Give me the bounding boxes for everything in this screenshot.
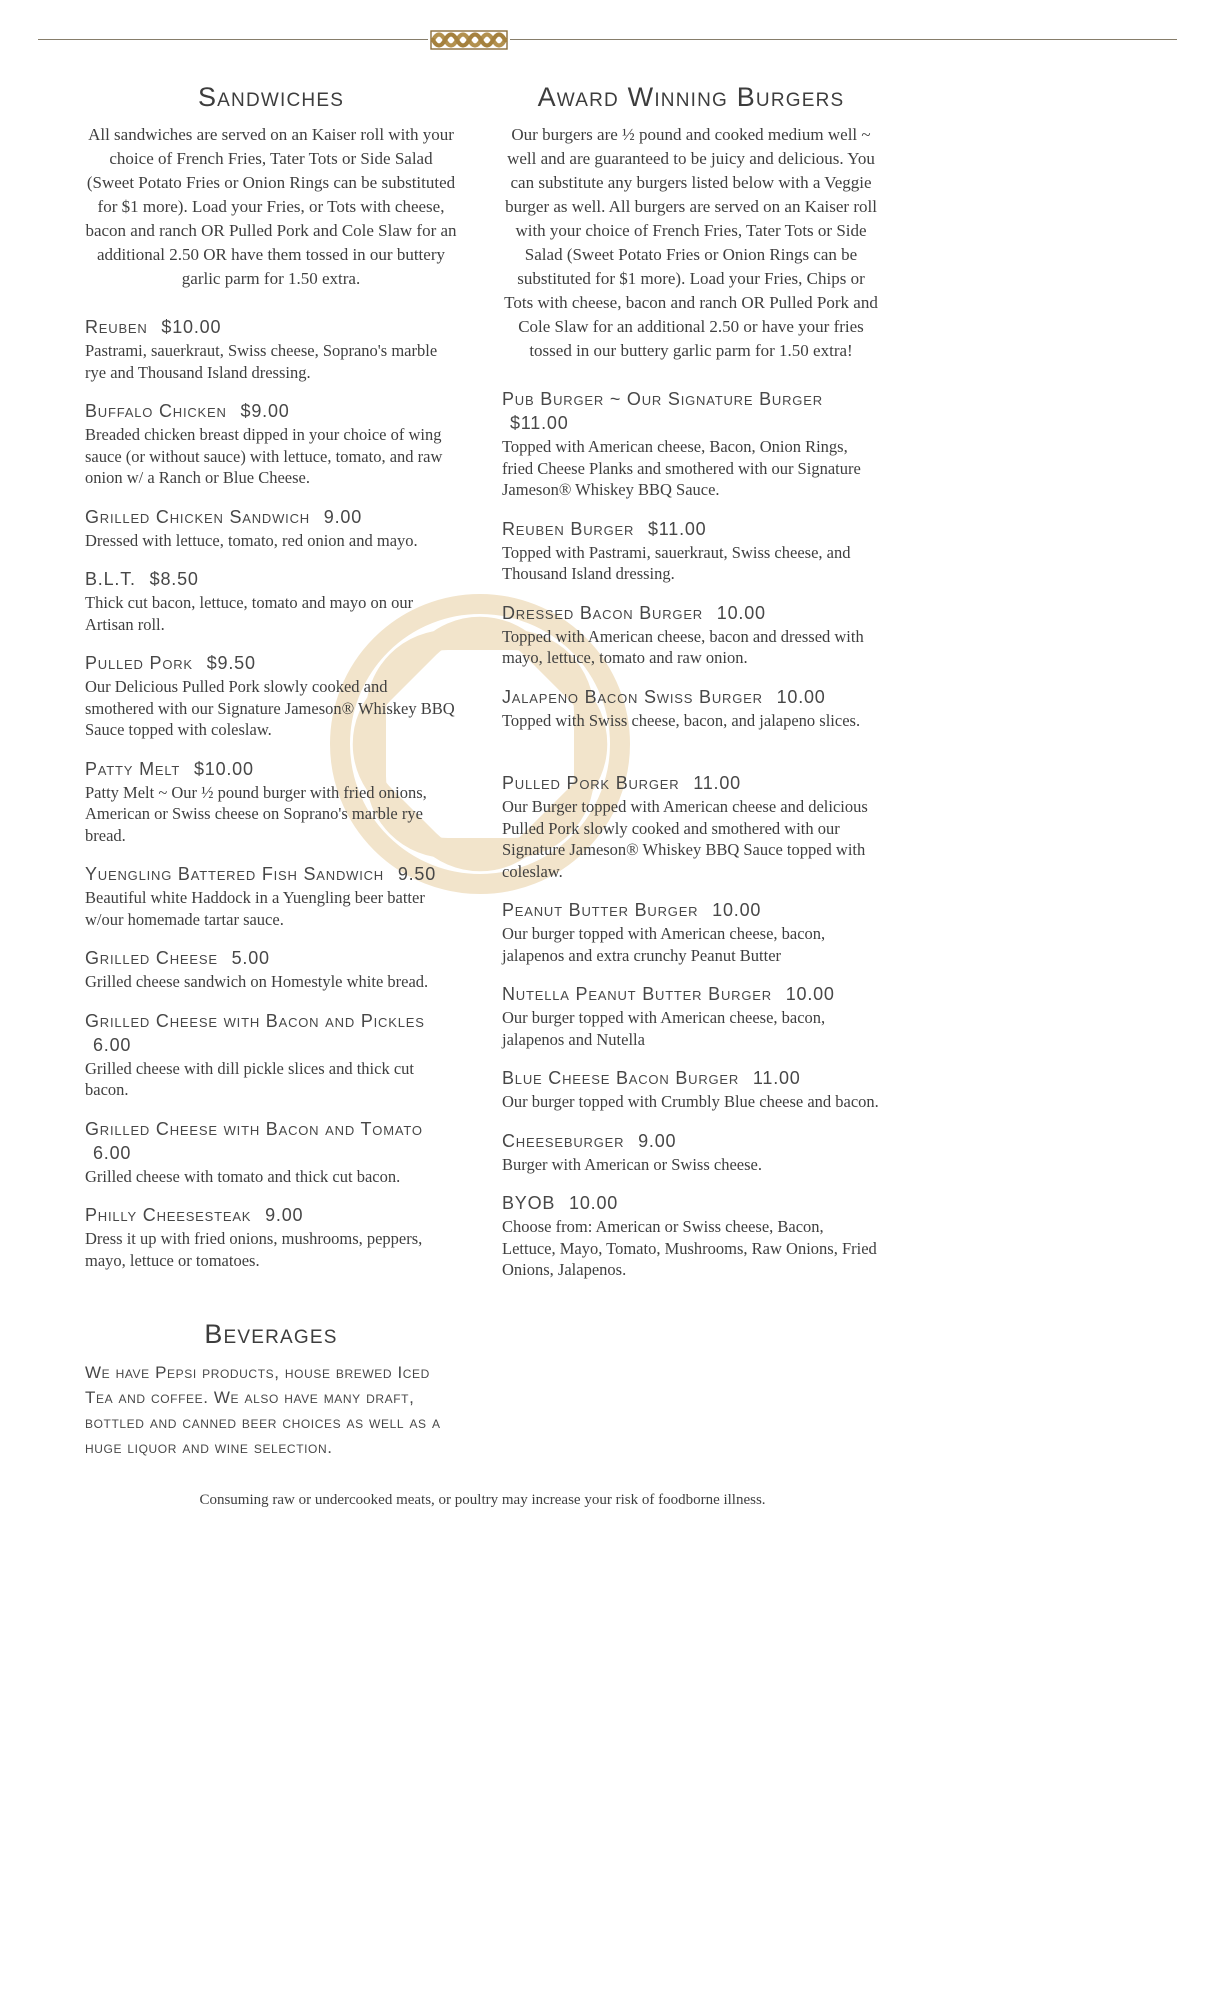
item-header bbox=[502, 517, 880, 541]
right-column bbox=[502, 82, 880, 1460]
item-header bbox=[502, 982, 880, 1006]
item-price: 9.50 bbox=[397, 864, 437, 884]
item-header bbox=[502, 1191, 880, 1215]
item-name: Buffalo Chicken bbox=[85, 401, 227, 421]
menu-item bbox=[502, 982, 880, 1050]
item-description: Dress it up with fried onions, mushrooms, peppers, mayo, lettuce or tomatoes. bbox=[85, 1229, 423, 1270]
item-description: Grilled cheese with dill pickle slices and thick cut bacon. bbox=[85, 1058, 414, 1099]
item-description: Burger with American or Swiss cheese. bbox=[502, 1154, 762, 1174]
item-description: Thick cut bacon, lettuce, tomato and mayo on our Artisan roll. bbox=[85, 593, 414, 634]
burgers-items bbox=[502, 387, 880, 1281]
item-price: 11.00 bbox=[693, 773, 741, 793]
item-price: 11.00 bbox=[752, 1068, 801, 1088]
item-name: Grilled Cheese with Bacon and Pickles bbox=[85, 1010, 425, 1031]
menu-item bbox=[85, 567, 457, 635]
item-name: Pulled Pork Burger bbox=[502, 773, 680, 793]
menu-item bbox=[502, 898, 880, 966]
item-price: $8.50 bbox=[149, 569, 199, 589]
item-name: Grilled Cheese with Bacon and Tomato bbox=[85, 1118, 423, 1139]
item-name: Pulled Pork bbox=[85, 653, 193, 673]
item-description: Our Burger topped with American cheese and delicious Pulled Pork slowly cooked and smothered with our Signature Jameson® Whiskey BBQ Sauce topped with coleslaw. bbox=[502, 797, 868, 881]
sandwiches-intro: All sandwiches are served on an Kaiser roll with your choice of French Fries, Tater Tots or Side Salad (Sweet Potato Fries or Onion Rings can be substituted for $1 more). Load your Fries, or Tots with cheese, bacon and ranch OR Pulled Pork and Cole Slaw for an additional 2.50 OR have them tossed in our buttery garlic parm for 1.50 extra. bbox=[85, 125, 457, 288]
item-description: Topped with Swiss cheese, bacon, and jalapeno slices. bbox=[502, 710, 861, 730]
item-description: Our burger topped with American cheese, bacon, jalapenos and extra crunchy Peanut Butter bbox=[502, 924, 826, 965]
item-price: $10.00 bbox=[161, 317, 222, 337]
footer-disclaimer: Consuming raw or undercooked meats, or poultry may increase your risk of foodborne illness. bbox=[199, 1492, 766, 1508]
menu-item bbox=[85, 315, 457, 383]
left-column bbox=[85, 82, 457, 1460]
item-name: Grilled Chicken Sandwich bbox=[85, 506, 310, 527]
section-beverages bbox=[85, 1319, 457, 1460]
menu-item bbox=[85, 505, 457, 552]
item-header bbox=[85, 1009, 457, 1057]
item-header bbox=[85, 1117, 457, 1165]
item-name: Jalapeno Bacon Swiss Burger bbox=[502, 686, 763, 707]
item-name: Grilled Cheese bbox=[85, 948, 218, 968]
item-name: Nutella Peanut Butter Burger bbox=[502, 984, 772, 1004]
item-description: Pastrami, sauerkraut, Swiss cheese, Soprano's marble rye and Thousand Island dressing. bbox=[85, 341, 438, 382]
menu-item bbox=[502, 601, 880, 669]
item-description: Grilled cheese sandwich on Homestyle white bread. bbox=[85, 972, 429, 991]
menu-item bbox=[502, 1191, 880, 1281]
item-header bbox=[502, 685, 880, 709]
item-description: Topped with American cheese, bacon and dressed with mayo, lettuce, tomato and raw onion. bbox=[502, 626, 864, 667]
item-price: 9.00 bbox=[323, 506, 362, 527]
item-description: Beautiful white Haddock in a Yuengling beer batter w/our homemade tartar sauce. bbox=[85, 888, 425, 929]
item-description: Breaded chicken breast dipped in your choice of wing sauce (or without sauce) with lettuce, tomato, and raw onion w/ a Ranch or Blue Cheese. bbox=[85, 425, 443, 487]
sandwiches-title: Sandwiches bbox=[197, 82, 345, 112]
menu-item bbox=[502, 1066, 880, 1113]
menu-item bbox=[502, 387, 880, 501]
burgers-title: Award Winning Burgers bbox=[537, 82, 845, 112]
item-price: 5.00 bbox=[231, 948, 270, 968]
item-price: $11.00 bbox=[510, 413, 569, 433]
item-description: Our burger topped with Crumbly Blue cheese and bacon. bbox=[502, 1092, 879, 1111]
item-header bbox=[85, 315, 457, 339]
menu-item bbox=[502, 771, 880, 882]
item-header bbox=[502, 601, 880, 625]
item-description: Patty Melt ~ Our ½ pound burger with fried onions, American or Swiss cheese on Soprano's marble rye bread. bbox=[85, 782, 427, 845]
item-name: Yuengling Battered Fish Sandwich bbox=[85, 864, 384, 884]
item-description: Choose from: American or Swiss cheese, Bacon, Lettuce, Mayo, Tomato, Mushrooms, Raw Onions, Fried Onions, Jalapenos. bbox=[502, 1217, 877, 1279]
item-header bbox=[85, 505, 457, 529]
item-price: 10.00 bbox=[712, 900, 762, 920]
item-name: BYOB bbox=[502, 1193, 556, 1213]
item-header bbox=[502, 1066, 880, 1090]
item-name: B.L.T. bbox=[85, 569, 136, 589]
item-price: 10.00 bbox=[716, 602, 766, 623]
item-price: 9.00 bbox=[638, 1130, 677, 1151]
item-header bbox=[85, 399, 457, 423]
beverages-title: Beverages bbox=[204, 1319, 338, 1349]
item-price: $9.00 bbox=[240, 401, 290, 421]
item-name: Reuben Burger bbox=[502, 518, 635, 539]
menu-item bbox=[85, 757, 457, 847]
item-price: 6.00 bbox=[93, 1142, 132, 1163]
menu-item bbox=[85, 946, 457, 993]
menu-item bbox=[502, 685, 880, 732]
item-description: Grilled cheese with tomato and thick cut bacon. bbox=[85, 1166, 401, 1186]
item-price: 10.00 bbox=[569, 1193, 619, 1213]
item-header bbox=[85, 651, 457, 675]
item-description: Topped with Pastrami, sauerkraut, Swiss cheese, and Thousand Island dressing. bbox=[502, 542, 851, 583]
menu-item bbox=[85, 862, 457, 930]
item-header bbox=[502, 898, 880, 922]
menu-item bbox=[85, 1009, 457, 1101]
item-name: Pub Burger ~ Our Signature Burger bbox=[502, 389, 823, 409]
celtic-knot-ornament-graphic bbox=[430, 27, 508, 53]
item-header bbox=[85, 1203, 457, 1227]
top-divider-line bbox=[38, 39, 1177, 40]
item-header bbox=[502, 771, 880, 795]
item-header bbox=[85, 567, 457, 591]
item-name: Patty Melt bbox=[85, 758, 181, 779]
menu-item bbox=[85, 399, 457, 489]
item-price: $10.00 bbox=[193, 758, 254, 779]
item-name: Peanut Butter Burger bbox=[502, 900, 699, 920]
item-header bbox=[85, 862, 457, 886]
burgers-intro: Our burgers are ½ pound and cooked medium well ~ well and are guaranteed to be juicy and delicious. You can substitute any burgers listed below with a Veggie burger as well. All burgers are served on an Kaiser roll with your choice of French Fries, Tater Tots or Side Salad (Sweet Potato Fries or Onion Rings can be substituted for $1 more). Load your Fries, Chips or Tots with cheese, bacon and ranch OR Pulled Pork and Cole Slaw for an additional 2.50 or have your fries tossed in our buttery garlic parm for 1.50 extra! bbox=[504, 125, 878, 360]
menu-item bbox=[502, 1129, 880, 1176]
item-header bbox=[85, 946, 457, 970]
item-price: 10.00 bbox=[776, 686, 826, 707]
item-description: Our Delicious Pulled Pork slowly cooked and smothered with our Signature Jameson® Whiskey BBQ Sauce topped with coleslaw. bbox=[85, 677, 455, 739]
item-name: Blue Cheese Bacon Burger bbox=[502, 1068, 740, 1088]
item-name: Philly Cheesesteak bbox=[85, 1205, 252, 1225]
menu-item bbox=[502, 517, 880, 585]
item-price: 9.00 bbox=[265, 1205, 304, 1225]
item-description: Our burger topped with American cheese, bacon, jalapenos and Nutella bbox=[502, 1008, 826, 1049]
item-name: Dressed Bacon Burger bbox=[502, 602, 703, 623]
item-description: Dressed with lettuce, tomato, red onion and mayo. bbox=[85, 530, 418, 550]
beverages-text: We have Pepsi products, house brewed Iced Tea and coffee. We also have many draft, bottled and canned beer choices as well as a huge liquor and wine selection. bbox=[85, 1363, 441, 1457]
sandwiches-items bbox=[85, 315, 457, 1271]
item-name: Reuben bbox=[85, 317, 148, 337]
item-name: Cheeseburger bbox=[502, 1130, 625, 1151]
menu-columns bbox=[85, 82, 880, 1460]
item-header bbox=[502, 1129, 880, 1153]
menu-item bbox=[85, 1117, 457, 1188]
section-burgers bbox=[502, 82, 880, 1281]
menu-item bbox=[85, 1203, 457, 1271]
item-price: 6.00 bbox=[93, 1034, 132, 1055]
item-description: Topped with American cheese, Bacon, Onion Rings, fried Cheese Planks and smothered with our Signature Jameson® Whiskey BBQ Sauce. bbox=[502, 437, 861, 499]
item-header bbox=[85, 757, 457, 781]
item-price: $11.00 bbox=[647, 518, 707, 539]
section-sandwiches bbox=[85, 82, 457, 1271]
menu-item bbox=[85, 651, 457, 741]
item-price: $9.50 bbox=[206, 653, 256, 673]
item-header bbox=[502, 387, 880, 435]
celtic-knot-ornament bbox=[428, 25, 510, 55]
item-price: 10.00 bbox=[785, 984, 835, 1004]
